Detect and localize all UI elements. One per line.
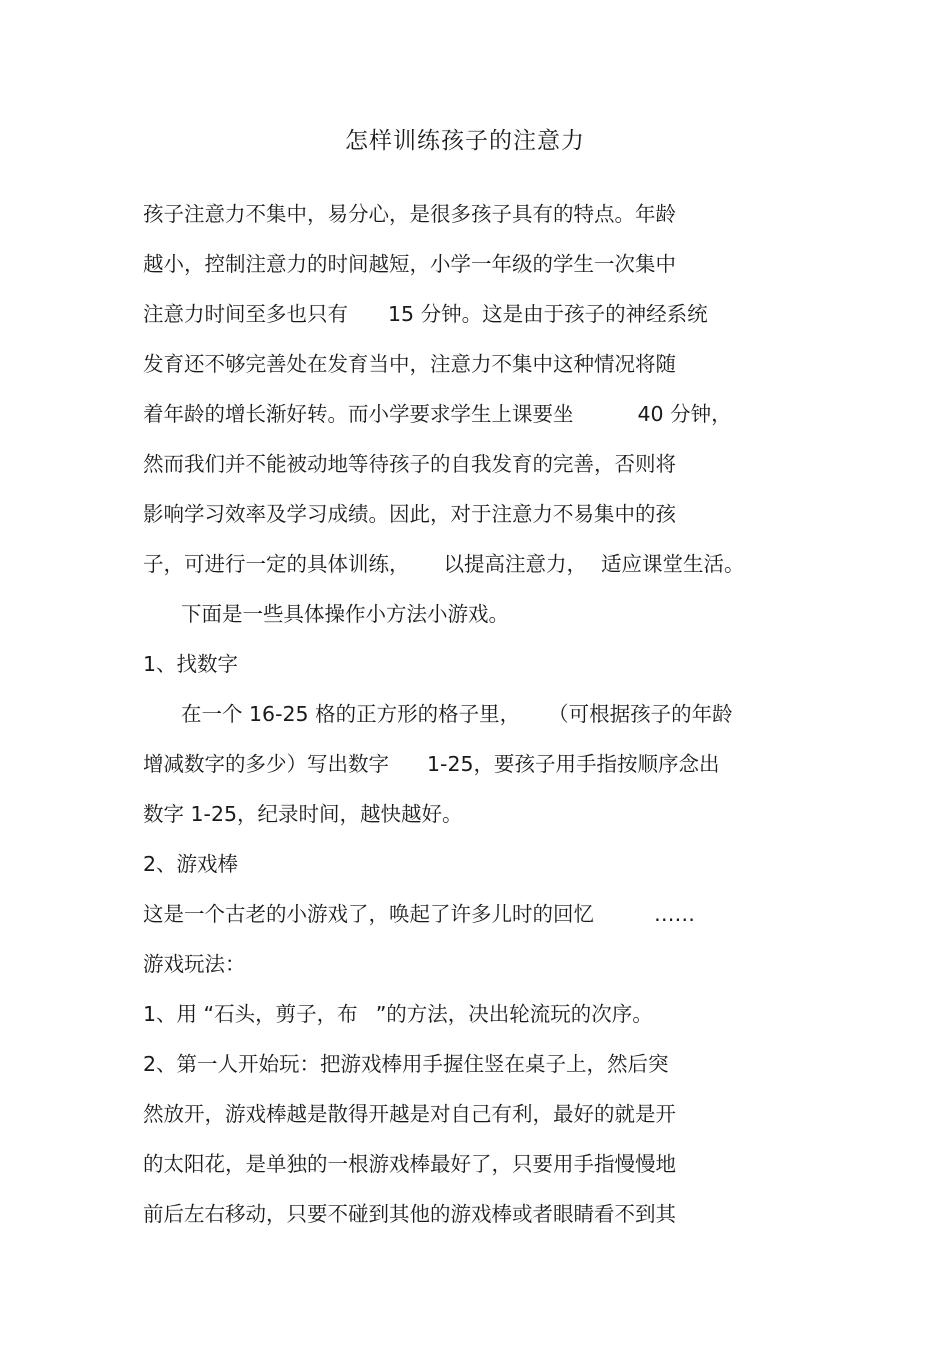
text-segment: 着年龄的增长渐好转。而小学要求学生上课要坐 [143,402,574,426]
paragraph-line: 然而我们并不能被动地等待孩子的自我发育的完善，否则将 [143,452,676,476]
paragraph-line: 越小，控制注意力的时间越短，小学一年级的学生一次集中 [143,252,676,276]
paragraph-line: 2、第一人开始玩：把游戏棒用手握住竖在桌子上，然后突 [143,1052,669,1076]
text-segment: 子，可进行一定的具体训练， [143,552,410,576]
text-segment: 适应课堂生活。 [601,552,745,576]
paragraph-line [143,996,803,1046]
document-title: 怎样训练孩子的注意力 [345,128,585,154]
paragraph-line: 下面是一些具体操作小方法小游戏。 [181,602,509,626]
paragraph-line: 发育还不够完善处在发育当中，注意力不集中这种情况将随 [143,352,676,376]
paragraph-line: 前后左右移动，只要不碰到其他的游戏棒或者眼睛看不到其 [143,1202,676,1226]
text-segment: 15 分钟。这是由于孩子的神经系统 [388,302,708,326]
paragraph-line: 游戏玩法： [143,952,246,976]
text-segment: 这是一个古老的小游戏了，唤起了许多儿时的回忆 [143,902,594,926]
paragraph-line [143,746,803,796]
paragraph-line [143,696,803,746]
document-body [143,196,803,1246]
text-segment: ”的方法，决出轮流玩的次序。 [375,1002,653,1026]
section-heading: 2、游戏棒 [143,852,239,876]
paragraph-line [143,396,803,446]
text-segment: 以提高注意力， [443,552,587,576]
text-segment: 40 分钟， [637,402,732,426]
text-segment: …… [654,902,695,926]
paragraph-line: 影响学习效率及学习成绩。因此，对于注意力不易集中的孩 [143,502,676,526]
text-segment: 增减数字的多少）写出数字 [143,752,389,776]
text-segment: 1、用 “石头，剪子，布 [143,1002,358,1026]
text-segment: 1-25，要孩子用手指按顺序念出 [427,752,720,776]
section-heading: 1、找数字 [143,652,239,676]
paragraph-line: 然放开，游戏棒越是散得开越是对自己有利，最好的就是开 [143,1102,676,1126]
paragraph-line: 孩子注意力不集中，易分心，是很多孩子具有的特点。年龄 [143,202,676,226]
paragraph-line: 数字 1-25，纪录时间，越快越好。 [143,802,463,826]
paragraph-line [143,896,803,946]
paragraph-line [143,546,803,596]
paragraph-line [143,296,803,346]
paragraph-line: 的太阳花，是单独的一根游戏棒最好了，只要用手指慢慢地 [143,1152,676,1176]
text-segment: 在一个 16-25 格的正方形的格子里， [181,702,521,726]
text-segment: 注意力时间至多也只有 [143,302,348,326]
text-segment: （可根据孩子的年龄 [548,702,733,726]
